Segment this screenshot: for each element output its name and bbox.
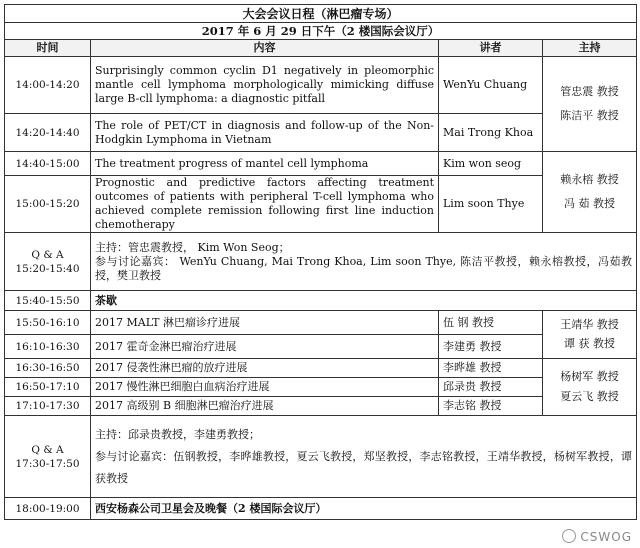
schedule-title: 大会会议日程（淋巴瘤专场） — [5, 5, 637, 23]
header-speaker: 讲者 — [439, 40, 543, 57]
break-cell: 茶歇 — [91, 291, 637, 311]
host-cell — [543, 57, 637, 152]
qa-row — [5, 416, 637, 498]
host-name: 夏云飞 教授 — [560, 390, 619, 403]
table-row — [5, 291, 637, 311]
qa-time: 15:20-15:40 — [15, 262, 80, 275]
speaker-cell: 李建勇 教授 — [439, 335, 543, 359]
table-row — [5, 498, 637, 520]
watermark-text: CSWOG — [580, 530, 632, 544]
time-cell: 14:20-14:40 — [5, 114, 91, 152]
content-cell: The treatment progress of mantel cell lymphoma — [91, 152, 439, 176]
schedule-table — [4, 4, 637, 520]
table-row — [5, 57, 637, 114]
speaker-cell: Lim soon Thye — [439, 176, 543, 233]
table-row — [5, 114, 637, 152]
content-cell: 2017 慢性淋巴细胞白血病治疗进展 — [91, 378, 439, 397]
table-row — [5, 152, 637, 176]
host-name: 杨树军 教授 — [560, 370, 619, 383]
qa-time-cell — [5, 416, 91, 498]
speaker-cell: 伍 钢 教授 — [439, 311, 543, 335]
table-row — [5, 378, 637, 397]
speaker-cell: 李晔雄 教授 — [439, 359, 543, 378]
time-cell: 15:00-15:20 — [5, 176, 91, 233]
table-row — [5, 359, 637, 378]
content-cell: 2017 MALT 淋巴瘤诊疗进展 — [91, 311, 439, 335]
host-cell — [543, 152, 637, 233]
qa-time-cell — [5, 233, 91, 291]
table-row — [5, 397, 637, 416]
speaker-cell: 李志铭 教授 — [439, 397, 543, 416]
host-name: 冯 茹 教授 — [564, 197, 615, 210]
header-row — [5, 40, 637, 57]
schedule-date: 2017 年 6 月 29 日下午（2 楼国际会议厅） — [5, 23, 637, 40]
time-cell: 15:40-15:50 — [5, 291, 91, 311]
content-cell: 2017 霍奇金淋巴瘤治疗进展 — [91, 335, 439, 359]
host-name: 管忠震 教授 — [560, 85, 619, 98]
wechat-icon — [562, 529, 576, 543]
content-cell: 2017 侵袭性淋巴瘤的放疗进展 — [91, 359, 439, 378]
qa-time: 17:30-17:50 — [15, 457, 80, 470]
time-cell: 16:10-16:30 — [5, 335, 91, 359]
header-content: 内容 — [91, 40, 439, 57]
qa-label: Q & A — [31, 443, 64, 456]
speaker-cell: Kim won seog — [439, 152, 543, 176]
host-cell — [543, 359, 637, 416]
qa-row — [5, 233, 637, 291]
qa-panelists: 参与讨论嘉宾：伍钢教授，李晔雄教授，夏云飞教授，郑坚教授，李志铭教授，王靖华教授，杨树军教授，谭获教授 — [95, 449, 633, 485]
host-name: 赖永榕 教授 — [560, 173, 619, 186]
host-name: 谭 获 教授 — [564, 337, 615, 350]
content-cell: 2017 高级别 B 细胞淋巴瘤治疗进展 — [91, 397, 439, 416]
qa-moderators: 主持：管忠震教授， Kim Won Seog； — [95, 240, 290, 254]
qa-moderators: 主持：邱录贵教授，李建勇教授； — [95, 427, 260, 441]
time-cell: 14:00-14:20 — [5, 57, 91, 114]
header-time: 时间 — [5, 40, 91, 57]
qa-details — [91, 416, 637, 498]
time-cell: 18:00-19:00 — [5, 498, 91, 520]
content-cell: The role of PET/CT in diagnosis and follow-up of the Non-Hodgkin Lymphoma in Vietnam — [91, 114, 439, 152]
content-cell: Prognostic and predictive factors affecting treatment outcomes of patients with peripheral T-cell lymphoma who achieved complete remission following first line induction chemotherapy — [91, 176, 439, 233]
table-row — [5, 176, 637, 233]
speaker-cell: WenYu Chuang — [439, 57, 543, 114]
time-cell: 17:10-17:30 — [5, 397, 91, 416]
host-name: 陈洁平 教授 — [560, 109, 619, 122]
host-cell — [543, 311, 637, 359]
speaker-cell: 邱录贵 教授 — [439, 378, 543, 397]
time-cell: 14:40-15:00 — [5, 152, 91, 176]
time-cell: 16:50-17:10 — [5, 378, 91, 397]
time-cell: 16:30-16:50 — [5, 359, 91, 378]
schedule-document — [4, 4, 636, 520]
table-row — [5, 311, 637, 335]
qa-panelists: 参与讨论嘉宾： WenYu Chuang, Mai Trong Khoa, Lim soon Thye, 陈洁平教授，赖永榕教授，冯茹教授，樊卫教授 — [95, 254, 633, 282]
qa-details — [91, 233, 637, 291]
header-host: 主持 — [543, 40, 637, 57]
dinner-cell: 西安杨森公司卫星会及晚餐（2 楼国际会议厅） — [91, 498, 637, 520]
watermark — [562, 529, 632, 544]
content-cell: Surprisingly common cyclin D1 negatively in pleomorphic mantle cell lymphoma morphologically mimicking diffuse large B-cll lymphoma: a diagnostic pitfall — [91, 57, 439, 114]
time-cell: 15:50-16:10 — [5, 311, 91, 335]
table-row — [5, 335, 637, 359]
speaker-cell: Mai Trong Khoa — [439, 114, 543, 152]
qa-label: Q & A — [31, 248, 64, 261]
host-name: 王靖华 教授 — [560, 318, 619, 331]
